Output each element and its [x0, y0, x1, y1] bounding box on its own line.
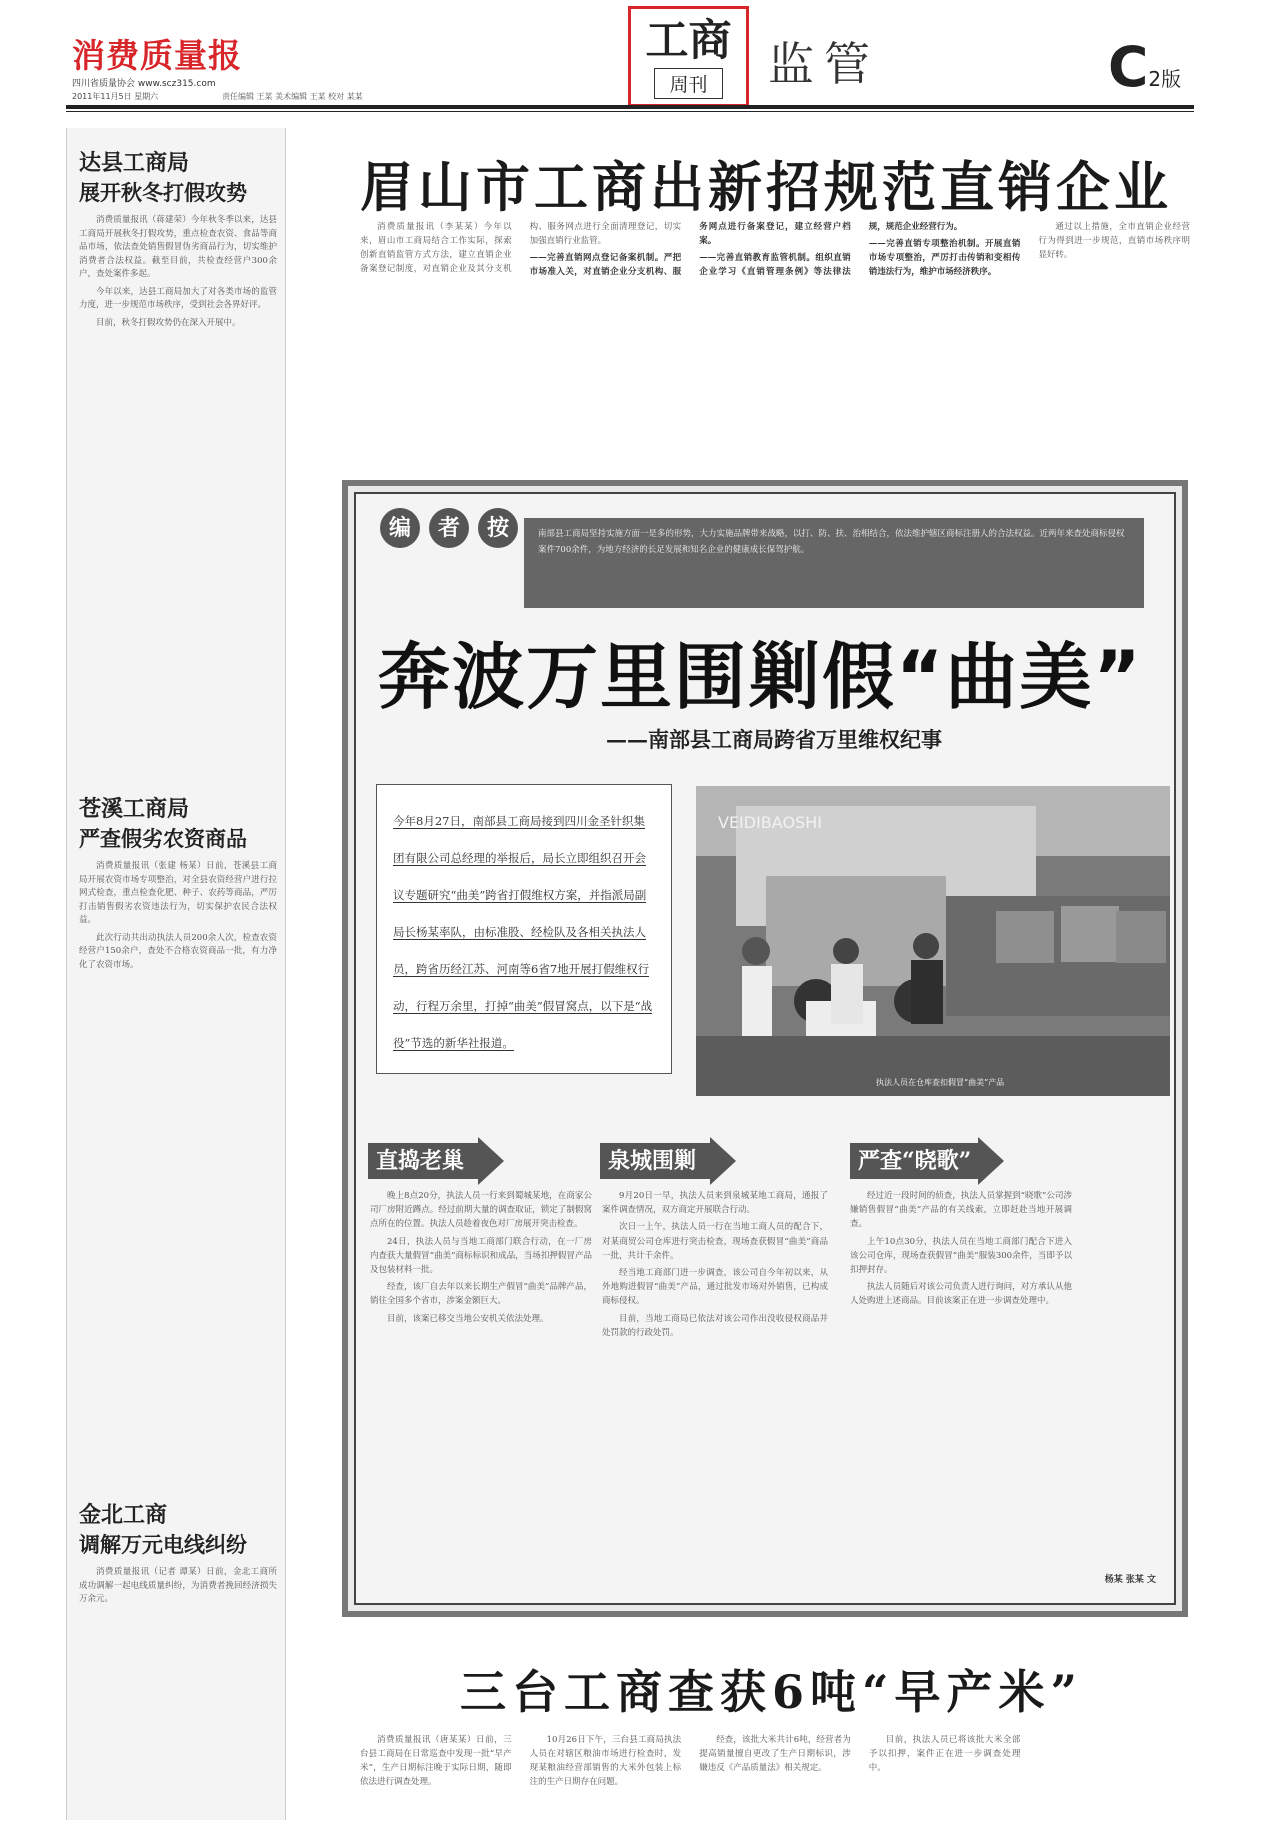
- paragraph: 消费质量报讯（李某某）今年以来，眉山市工商局结合工作实际，探索创新直销监管方式方法，建立直销企业备案登记制度，对直销企业及其分支机构、服务网点进行全面清理登记，切实加强直销行业监管。: [360, 222, 682, 274]
- feature-inner: [354, 492, 1176, 1605]
- feature-column-2: [602, 1189, 828, 1343]
- paragraph: 24日，执法人员与当地工商部门联合行动，在一厂房内查获大量假冒“曲美”商标标识和成品，当场扣押假冒产品及包装材料一批。: [370, 1236, 592, 1276]
- page-suffix: 版: [1161, 67, 1182, 91]
- side-story-title: 金北工商: [79, 1503, 168, 1528]
- feature-lead-text: 今年8月27日，南部县工商局接到四川金圣针织集团有限公司总经理的举报后，局长立即组织召开会议专题研究“曲美”跨省打假维权方案，并指派局副局长杨某率队，由标准股、经检队及各相关执法人员，跨省历经江苏、河南等6省7地开展打假维权行动，行程万余里，打掉“曲美”假冒窝点，以下是“战役”节选的新华社报道。: [393, 814, 653, 1050]
- editor-char: 编: [380, 508, 420, 548]
- section-title: 工商: [645, 16, 732, 66]
- page-digit: 2: [1148, 67, 1162, 91]
- side-story-subtitle: 调解万元电线纠纷: [79, 1532, 247, 1557]
- paragraph: 目前，该案已移交当地公安机关依法处理。: [387, 1313, 549, 1324]
- side-story-cangxi: [79, 796, 277, 976]
- side-story-subtitle: 严查假劣农资商品: [79, 826, 247, 851]
- paragraph: ——完善直销网点登记备案机制。严把市场准入关，对直销企业分支机构、服务网点进行备案登记，建立经营户档案。: [529, 222, 851, 277]
- newspaper-brand: 消费质量报: [72, 36, 242, 75]
- editor-note: 南部县工商局坚持实施方面一是多的形势，大力实施品牌带来战略，以打、防、扶、治相结合，依法维护辖区商标注册人的合法权益。近两年来查处商标侵权案件700余件，为地方经济的长足发展和知名企业的健康成长保驾护航。: [524, 518, 1144, 608]
- paragraph: 此次行动共出动执法人员200余人次，检查农资经营户150余户，查处不合格农资商品一批，有力净化了农资市场。: [79, 932, 277, 970]
- section-subtitle: 周刊: [654, 68, 722, 99]
- paragraph: 今年以来，达县工商局加大了对各类市场的监管力度，进一步规范市场秩序，受到社会各界好评。: [79, 286, 277, 310]
- paragraph: 经当地工商部门进一步调查，该公司自今年初以来，从外地购进假冒“曲美”产品，通过批发市场对外销售，已构成商标侵权。: [602, 1268, 828, 1307]
- paragraph: 目前，当地工商局已依法对该公司作出没收侵权商品并处罚款的行政处罚。: [602, 1313, 828, 1338]
- paragraph: 消费质量报讯（张建 杨某）日前，苍溪县工商局开展农资市场专项整治，对全县农资经营户进行拉网式检查，重点检查化肥、种子、农药等商品，严厉打击销售假劣农资违法行为，切实保护农民合法权益。: [79, 861, 277, 925]
- masthead-rule-thin: [66, 111, 1194, 112]
- article2-body: [360, 1733, 1190, 1789]
- paragraph: 消费质量报讯（唐某某）日前，三台县工商局在日常巡查中发现一批“早产米”，生产日期标注晚于实际日期，随即依法进行调查处理。: [360, 1735, 512, 1787]
- paragraph: 次日一上午，执法人员一行在当地工商人员的配合下，对某商贸公司仓库进行突击检查，现场查获假冒“曲美”商品一批，共计千余件。: [602, 1222, 828, 1261]
- editor-note-label: [380, 508, 527, 548]
- paragraph: 目前，秋冬打假攻势仍在深入开展中。: [96, 317, 241, 328]
- section-label: 严查“晓歌”: [850, 1143, 978, 1179]
- feature-box: [342, 480, 1188, 1617]
- photo-illustration: [696, 786, 1170, 1096]
- editor-char: 按: [478, 508, 518, 548]
- paragraph: 消费质量报讯（蒋建荣）今年秋冬季以来，达县工商局开展秋冬打假攻势，重点检查农资、食品等商品市场，依法查处销售假冒伪劣商品行为，切实维护消费者合法权益。截至目前，共检查经营户300余户，查处案件多起。: [79, 215, 277, 279]
- paragraph: 晚上8点20分，执法人员一行来到蜀城某地，在商家公司厂房附近蹲点。经过前期大量的调查取证，锁定了制假窝点所在的位置。执法人员趁着夜色对厂房展开突击检查。: [370, 1191, 592, 1230]
- paragraph: 10月26日下午，三台县工商局执法人员在对辖区粮油市场进行检查时，发现某粮油经营部销售的大米外包装上标注的生产日期存在问题。: [529, 1735, 682, 1787]
- paragraph: 经查，该批大米共计6吨，经营者为提高销量擅自更改了生产日期标识，涉嫌违反《产品质量法》相关规定。: [699, 1735, 851, 1773]
- section-label: 泉城围剿: [600, 1143, 710, 1179]
- side-story-body: [79, 1566, 277, 1607]
- paragraph: ——完善直销专项整治机制。开展直销市场专项整治，严厉打击传销和变相传销违法行为，维护市场经济秩序。: [868, 239, 1021, 277]
- side-story-title: 苍溪工商局: [79, 797, 190, 822]
- sidebar: [66, 128, 286, 1820]
- paragraph: 消费质量报讯（记者 谭某）日前，金北工商所成功调解一起电线质量纠纷，为消费者挽回经济损失万余元。: [79, 1567, 277, 1604]
- feature-lead: [376, 784, 672, 1074]
- page-letter: C: [1108, 35, 1149, 99]
- column-title: 监管: [768, 37, 880, 91]
- side-story-subtitle: 展开秋冬打假攻势: [79, 180, 247, 205]
- article2-headline: 三台工商查获6吨“早产米”: [460, 1665, 1083, 1719]
- arrow-icon: [710, 1137, 736, 1185]
- side-story-jinbei: [79, 1502, 277, 1611]
- masthead-rule: [66, 105, 1194, 109]
- page-number: [1108, 35, 1182, 107]
- paragraph: 执法人员随后对该公司负责人进行询问，对方承认从他人处购进上述商品。目前该案正在进一步调查处理中。: [850, 1282, 1072, 1307]
- arrow-icon: [478, 1137, 504, 1185]
- editor-char: 者: [429, 508, 469, 548]
- paragraph: 经过近一段时间的侦查，执法人员掌握到“晓歌”公司涉嫌销售假冒“曲美”产品的有关线索，立即赶赴当地开展调查。: [850, 1191, 1072, 1230]
- paragraph: 上午10点30分，执法人员在当地工商部门配合下进入该公司仓库，现场查获假冒“曲美”服装300余件，当即予以扣押封存。: [850, 1236, 1072, 1276]
- brand-subtitle: 四川省质量协会 www.scz315.com: [72, 79, 216, 89]
- feature-subheadline: ——南部县工商局跨省万里维权纪事: [606, 727, 942, 752]
- side-story-body: [79, 860, 277, 972]
- arrow-icon: [978, 1137, 1004, 1185]
- section-logo: [628, 6, 749, 107]
- paragraph: 通过以上措施，全市直销企业经营行为得到进一步规范，直销市场秩序明显好转。: [1038, 222, 1190, 260]
- feature-column-1: [370, 1189, 592, 1329]
- side-story-title: 达县工商局: [79, 151, 190, 176]
- feature-headline: 奔波万里围剿假“曲美”: [378, 635, 1143, 719]
- article1-headline: 眉山市工商出新招规范直销企业: [360, 155, 1172, 219]
- photo-caption: 执法人员在仓库查扣假冒“曲美”产品: [876, 1078, 1005, 1087]
- paragraph: ——完善直销教育监管机制。组织直销企业学习《直销管理条例》等法律法规，规范企业经营行为。: [699, 222, 963, 277]
- paragraph: 经查，该厂自去年以来长期生产假冒“曲美”品牌产品，销往全国多个省市，涉案金额巨大。: [370, 1282, 592, 1307]
- truck-sign: VEIDIBAOSHI: [718, 813, 822, 832]
- paragraph: 9月20日一早，执法人员来到泉城某地工商局，通报了案件调查情况，双方商定开展联合行动。: [602, 1191, 828, 1216]
- section-label: 直捣老巢: [368, 1143, 478, 1179]
- article1-body: [360, 220, 1190, 279]
- side-story-daxian: [79, 150, 277, 334]
- issue-date: 2011年11月5日 星期六: [72, 92, 159, 101]
- staff-credits: 责任编辑 王某 美术编辑 王某 校对 某某: [222, 92, 363, 101]
- feature-column-3: [850, 1189, 1072, 1312]
- side-story-body: [79, 214, 277, 330]
- paragraph: 目前，执法人员已将该批大米全部予以扣押，案件正在进一步调查处理中。: [868, 1735, 1021, 1773]
- feature-byline: 杨某 张某 文: [1104, 1575, 1156, 1585]
- news-photo: [696, 786, 1170, 1096]
